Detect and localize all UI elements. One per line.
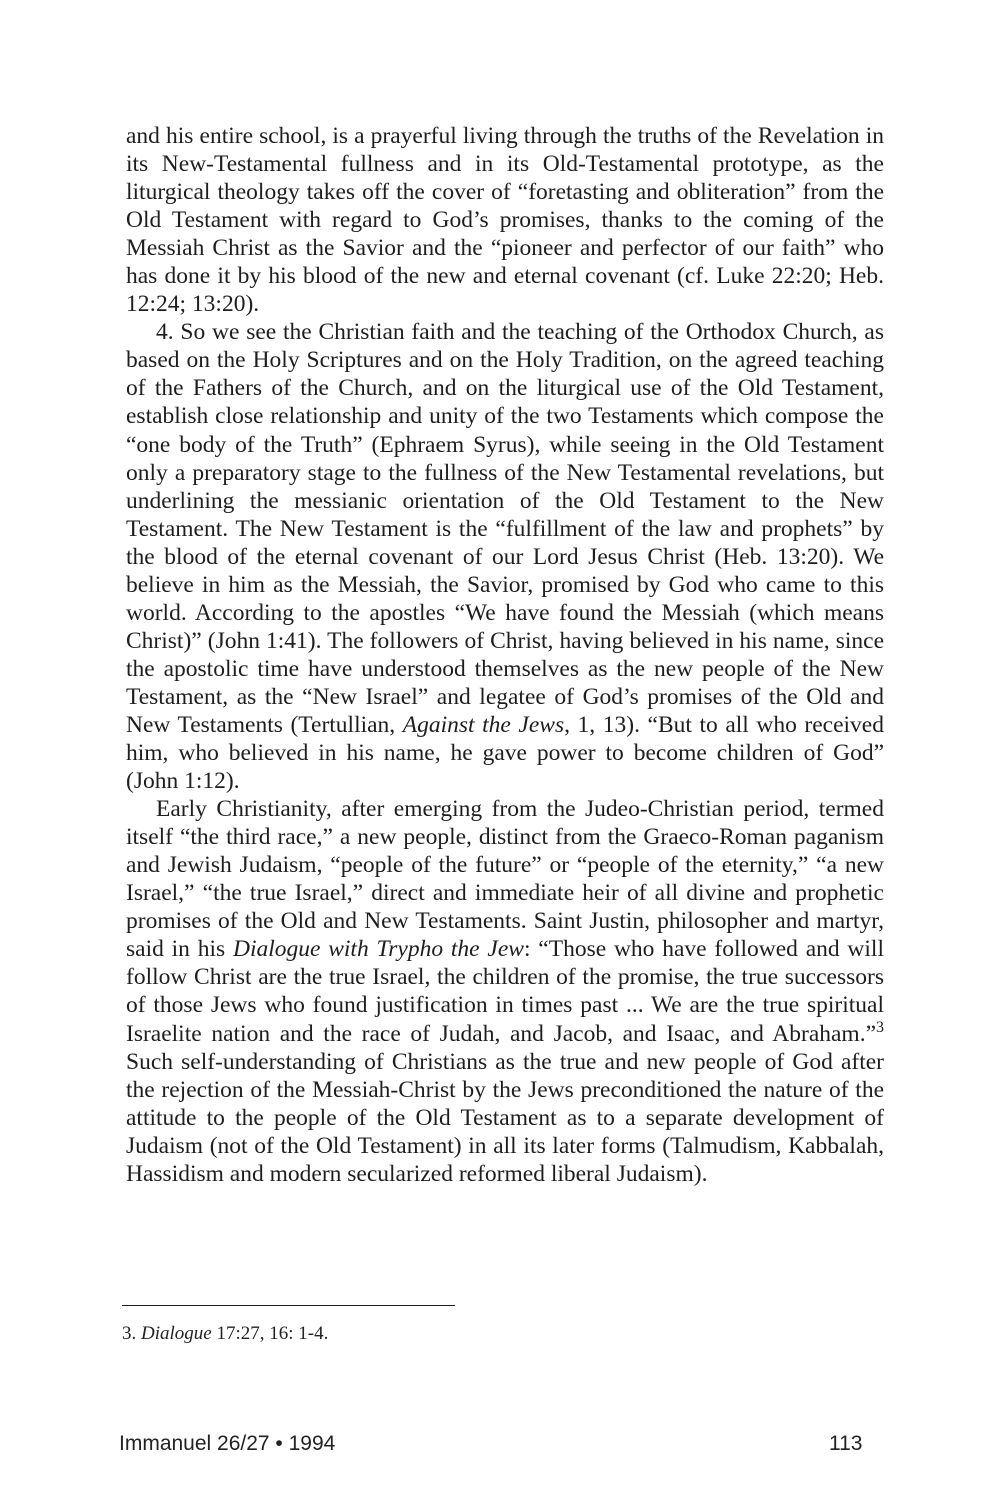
text-run: Such self-understanding of Christians as the true and new people of God after the rejection of the Messiah-Christ by the Jews preconditioned the nature of the attitude to the people of the Old Testament as to a separate development of Judaism (not of the Old Testament) in all its later forms (Talmudism, Kabbalah, Hassidism and modern secularized reformed liberal Judaism). (126, 1048, 884, 1187)
text-run: : “Those who have followed and will follow Christ are the true Israel, the children of the promise, the true successors of those Jews who found justification in times past ... We are the true spiritual Israelite nation and the race of Judah, and Jacob, and Isaac, and Abraham.” (126, 936, 884, 1047)
italic-title: Dialogue with Trypho the Jew (232, 936, 524, 963)
paragraph (126, 122, 884, 318)
body-text (126, 122, 884, 1188)
running-footer: Immanuel 26/27 • 1994 (119, 1432, 336, 1455)
text-run: Early Christianity, after emerging from the Judeo-Christian period, termed itself “the third race,” a new people, distinct from the Graeco-Roman paganism and Jewish Judaism, “people of the future” or “people of the eternity,” “a new Israel,” “the true Israel,” direct and immediate heir of all divine and prophetic promises of the Old and New Testaments. Saint Justin, philosopher and martyr, said in his (126, 796, 884, 963)
page-number: 113 (829, 1432, 863, 1455)
footnote-citation: 17:27, 16: 1-4. (216, 1323, 329, 1344)
footnote-3 (122, 1322, 328, 1346)
text-run: 4. So we see the Christian faith and the teaching of the Orthodox Church, as based on the Holy Scriptures and on the Holy Tradition, on the agreed teaching of the Fathers of the Church, and on the liturgical use of the Old Testament, establish close relationship and unity of the two Testaments which compose the “one body of the Truth” (Ephraem Syrus), while seeing in the Old Testament only a preparatory stage to the fullness of the New Testamental revelations, but underlining the messianic orientation of the Old Testament to the New Testament. The New Testament is the “fulfillment of the law and prophets” by the blood of the eternal covenant of our Lord Jesus Christ (Heb. 13:20). We believe in him as the Messiah, the Savior, promised by God who came to this world. According to the apostles “We have found the Messiah (which means Christ)” (John 1:41). The followers of Christ, having believed in his name, since the apostolic time have understood themselves as the new people of the New Testament, as the “New Israel” and legatee of God’s promises of the Old and New Testaments (Tertullian, (126, 319, 884, 738)
text-run: , 1, 13). “But to all who received him, who believed in his name, he gave power to become children of God” (John 1:12). (126, 711, 884, 795)
paragraph (126, 795, 884, 1188)
footnote-number: 3. (122, 1323, 137, 1344)
page-body (126, 122, 884, 1188)
paragraph (126, 318, 884, 795)
footnote-ref: 3 (876, 1018, 884, 1036)
footnote-divider (122, 1305, 455, 1306)
italic-title: Against the Jews (402, 711, 565, 738)
footnote-work-title: Dialogue (141, 1323, 212, 1344)
text-run: and his entire school, is a prayerful living through the truths of the Revelation in its New-Testamental fullness and in its Old-Testamental prototype, as the liturgical theology takes off the cover of “foretasting and obliteration” from the Old Testament with regard to God’s promises, thanks to the coming of the Messiah Christ as the Savior and the “pioneer and perfector of our faith” who has done it by his blood of the new and eternal covenant (cf. Luke 22:20; Heb. 12:24; 13:20). (126, 123, 884, 318)
